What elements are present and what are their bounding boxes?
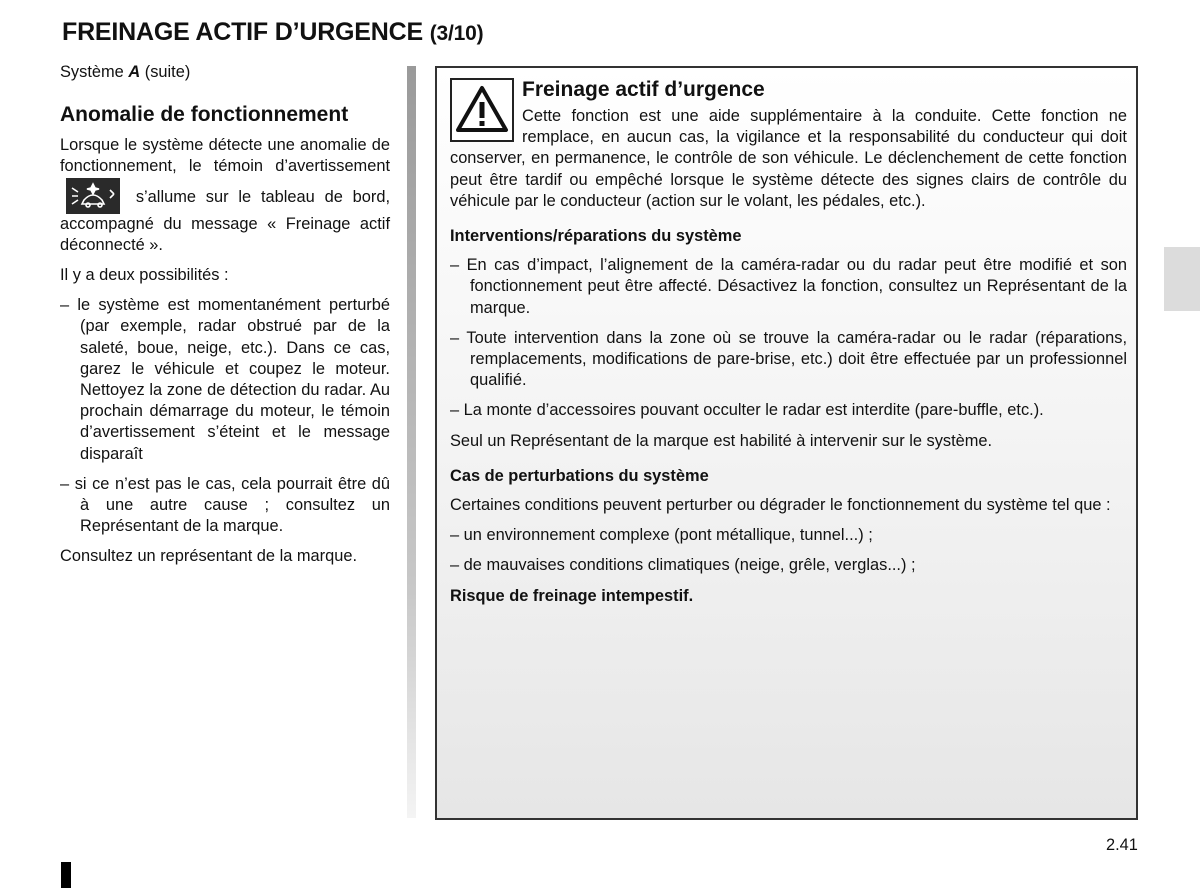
consult-paragraph: Consultez un représentant de la marque. [60,547,358,566]
box-title: Freinage actif d’urgence [522,78,765,101]
anomaly-paragraph: Lorsque le système détecte une anomalie de fonctionnement, le témoin d’avertissement s’allume sur le tableau de bord, accompagné du message « Freinage actif déconnecté ». [60,136,391,254]
title-part: (3/10) [429,22,484,45]
system-line: Système A (suite) [60,63,191,81]
section-heading: Anomalie de fonctionnement [60,103,349,127]
list-item: – de mauvaises conditions climatiques (neige, grêle, verglas...) ; [450,556,916,575]
page-marker [61,862,71,888]
subheading-perturbations: Cas de perturbations du système [450,466,709,485]
representative-note: Seul un Représentant de la marque est habilité à intervenir sur le système. [450,431,993,450]
margin-bar [407,66,416,818]
list-item: – En cas d’impact, l’alignement de la caméra-radar ou du radar peut être modifié et son fonctionnement peut être affecté. Désactivez la fonction, consultez un Représentant de la marque. [450,256,1127,317]
final-warning: Risque de freinage intempestif. [450,586,694,605]
list-item: – Toute intervention dans la zone où se trouve la caméra-radar ou le radar (réparations, remplacements, modifications de pare-brise, etc.) doit être effectuée par un professionnel qualifié. [450,328,1127,390]
list-item: – un environnement complexe (pont métallique, tunnel...) ; [450,526,873,545]
page-title [62,18,483,47]
list-item: – si ce n’est pas le cas, cela pourrait être dû à une autre cause ; consultez un Représentant de la marque. [60,474,390,536]
chapter-tab [1164,247,1200,311]
possibilities-line: Il y a deux possibilités : [60,266,229,285]
list-item: – La monte d’accessoires pouvant occulter le radar est interdite (pare-buffle, etc.). [450,401,1044,420]
page-number: 2.41 [1106,836,1138,854]
perturbations-intro: Certaines conditions peuvent perturber ou dégrader le fonctionnement du système tel que : [450,496,1111,515]
left-column [60,62,390,577]
title-text: FREINAGE ACTIF D’URGENCE [62,18,423,46]
warning-lamp-icon [66,178,120,214]
list-item: – le système est momentanément perturbé (par exemple, radar obstrué par de la saleté, boue, neige, etc.). Dans ce cas, garez le véhicule et coupez le moteur. Nettoyez la zone de détection du radar. Au prochain démarrage du moteur, le témoin d’avertissement s’éteint et le message disparaît [60,296,390,463]
warning-box-content [450,78,1127,616]
warning-box [435,66,1138,820]
warning-triangle-icon [450,78,514,142]
subheading-interventions: Interventions/réparations du système [450,227,742,246]
box-intro: Cette fonction est une aide supplémentaire à la conduite. Cette fonction ne remplace, en aucun cas, la vigilance et la responsabilité du conducteur qui doit conserver, en permanence, le contrôle de son véhicule. Le déclenchement de cette fonction peut être tardif ou empêché lorsque le système détecte des signes clairs de contrôle du véhicule par le conducteur (action sur le volant, les pédales, etc.). [450,107,1127,210]
